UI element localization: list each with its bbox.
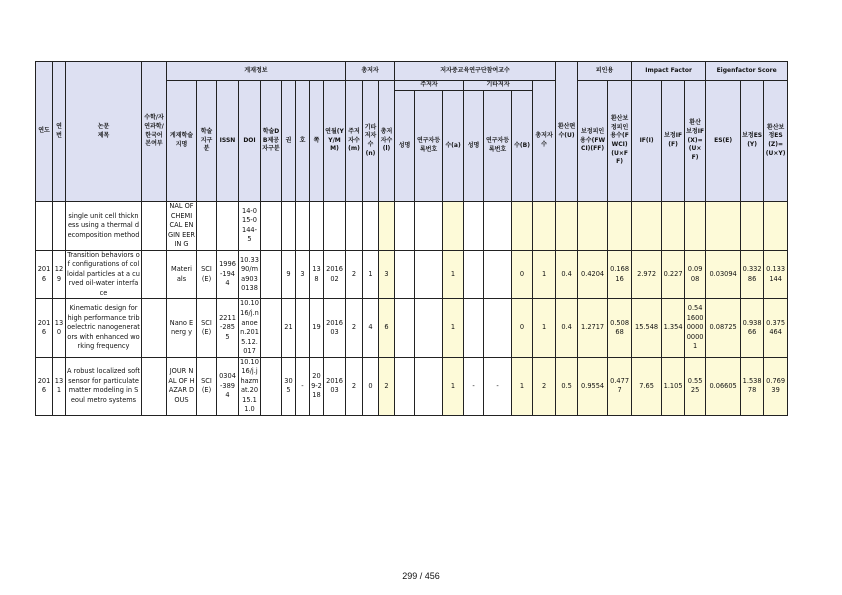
cell-es-conv bbox=[764, 202, 788, 251]
header-impact-factor: Impact Factor bbox=[632, 62, 706, 81]
cell-o-cnt: 0 bbox=[512, 250, 533, 299]
cell-other-n: 4 bbox=[363, 299, 379, 357]
cell-type bbox=[142, 250, 167, 299]
cell-db bbox=[261, 357, 282, 415]
cell-vol: 21 bbox=[282, 299, 296, 357]
cell-if-adj: 0.227 bbox=[662, 250, 685, 299]
cell-title: A robust localized soft sensor for particulate matter modeling in Seoul metro systems bbox=[66, 357, 142, 415]
cell-o-cnt: 0 bbox=[512, 299, 533, 357]
cell-m-reg bbox=[415, 202, 443, 251]
cell-o-name: - bbox=[464, 357, 484, 415]
cell-no: 3 bbox=[296, 250, 310, 299]
header-es: ES(E) bbox=[706, 81, 741, 202]
cell-es-conv: 0.133144 bbox=[764, 250, 788, 299]
cell-es: 0.08725 bbox=[706, 299, 741, 357]
cell-o-name bbox=[464, 250, 484, 299]
cell-issn: 2211-2855 bbox=[217, 299, 239, 357]
header-main-n: 주저자수(m) bbox=[346, 81, 363, 202]
table-row bbox=[36, 250, 824, 299]
cell-page: 19 bbox=[310, 299, 324, 357]
cell-if-adj: 1.354 bbox=[662, 299, 685, 357]
header-eigenfactor: Eigenfactor Score bbox=[706, 62, 788, 81]
cell-main-n bbox=[346, 202, 363, 251]
header-authors: 총저자 bbox=[346, 62, 395, 81]
header-doi: DOI bbox=[239, 81, 261, 202]
cell-cls bbox=[197, 202, 217, 251]
cell-es bbox=[706, 202, 741, 251]
cell-main-n: 2 bbox=[346, 299, 363, 357]
header-total-n: 총저자수(l) bbox=[379, 81, 395, 202]
cell-m-cnt: 1 bbox=[443, 299, 464, 357]
table-row bbox=[36, 357, 824, 415]
cell-fwc: 0.9554 bbox=[578, 357, 608, 415]
cell-db bbox=[261, 250, 282, 299]
cell-fwci: 0.50868 bbox=[608, 299, 632, 357]
header-vol: 권 bbox=[282, 81, 296, 202]
cell-page bbox=[310, 202, 324, 251]
cell-doi: 10.3390/ma9030138 bbox=[239, 250, 261, 299]
cell-doi: 10.1016/j.nanoen.2015.12.017 bbox=[239, 299, 261, 357]
header-date: 연월(YY/MM) bbox=[324, 81, 346, 202]
header-main-name: 성명 bbox=[395, 91, 415, 202]
header-type: 수학/자연과학/한국어본여부 bbox=[142, 62, 167, 202]
header-fwci: 환산보정피인용수(FWCI)(U×FF) bbox=[608, 81, 632, 202]
table-row bbox=[36, 299, 824, 357]
cell-main-n: 2 bbox=[346, 357, 363, 415]
cell-cls: SCI(E) bbox=[197, 250, 217, 299]
cell-m-name bbox=[395, 250, 415, 299]
cell-date: 2016 03 bbox=[324, 357, 346, 415]
header-conv: 환산편수(U) bbox=[556, 62, 578, 202]
cell-fac-total: 1 bbox=[533, 250, 556, 299]
cell-page: 138 bbox=[310, 250, 324, 299]
header-class: 학술지구분 bbox=[197, 81, 217, 202]
header-if-adj: 보정IF(F) bbox=[662, 81, 685, 202]
cell-no bbox=[296, 299, 310, 357]
cell-type bbox=[142, 202, 167, 251]
cell-m-name bbox=[395, 202, 415, 251]
cell-if: 7.65 bbox=[632, 357, 662, 415]
cell-fwc: 1.2717 bbox=[578, 299, 608, 357]
cell-date: 2016 02 bbox=[324, 250, 346, 299]
cell-title: Transition behaviors of configurations of colloidal particles at a curved oil-water interface bbox=[66, 250, 142, 299]
cell-type bbox=[142, 357, 167, 415]
cell-type bbox=[142, 299, 167, 357]
research-output-table bbox=[35, 61, 824, 416]
cell-no bbox=[296, 202, 310, 251]
cell-issn: 1996-1944 bbox=[217, 250, 239, 299]
cell-journal: Materi als bbox=[167, 250, 197, 299]
cell-cls: SCI(E) bbox=[197, 299, 217, 357]
cell-o-cnt bbox=[512, 202, 533, 251]
cell-m-reg bbox=[415, 250, 443, 299]
cell-es-adj bbox=[741, 202, 764, 251]
cell-journal: Nano Energ y bbox=[167, 299, 197, 357]
page-number: 299 / 456 bbox=[402, 571, 440, 581]
cell-fac-total: 1 bbox=[533, 299, 556, 357]
cell-other-n bbox=[363, 202, 379, 251]
header-main-author: 주저자 bbox=[395, 81, 464, 91]
cell-other-n: 1 bbox=[363, 250, 379, 299]
cell-o-name bbox=[464, 202, 484, 251]
cell-if: 2.972 bbox=[632, 250, 662, 299]
cell-issn bbox=[217, 202, 239, 251]
cell-date bbox=[324, 202, 346, 251]
cell-year bbox=[36, 202, 53, 251]
cell-other-n: 0 bbox=[363, 357, 379, 415]
cell-o-reg: - bbox=[484, 357, 512, 415]
header-main-cnt: 수(a) bbox=[443, 91, 464, 202]
cell-year: 2016 bbox=[36, 357, 53, 415]
header-es-adj: 보정ES(Y) bbox=[741, 81, 764, 202]
header-title: 논문 제목 bbox=[66, 62, 142, 202]
cell-if-conv: 0.541600000000001 bbox=[685, 299, 706, 357]
cell-m-name bbox=[395, 357, 415, 415]
cell-es: 0.06605 bbox=[706, 357, 741, 415]
cell-m-reg bbox=[415, 357, 443, 415]
cell-if-conv bbox=[685, 202, 706, 251]
cell-if: 15.548 bbox=[632, 299, 662, 357]
cell-es-adj: 0.93866 bbox=[741, 299, 764, 357]
cell-main-n: 2 bbox=[346, 250, 363, 299]
cell-no: - bbox=[296, 357, 310, 415]
cell-conv: 0.4 bbox=[556, 299, 578, 357]
cell-journal: JOUR NAL OF HAZAR DOUS bbox=[167, 357, 197, 415]
header-db: 학술DB제공자구분 bbox=[261, 81, 282, 202]
cell-o-reg bbox=[484, 299, 512, 357]
cell-seq: 131 bbox=[53, 357, 66, 415]
cell-es: 0.03094 bbox=[706, 250, 741, 299]
cell-vol: 9 bbox=[282, 250, 296, 299]
cell-page: 209-218 bbox=[310, 357, 324, 415]
cell-journal: NAL OF CHEMI CAL ENGIN EERIN G bbox=[167, 202, 197, 251]
header-other-name: 성명 bbox=[464, 91, 484, 202]
cell-m-reg bbox=[415, 299, 443, 357]
header-page: 쪽 bbox=[310, 81, 324, 202]
cell-seq bbox=[53, 202, 66, 251]
header-citation: 피인용 bbox=[578, 62, 632, 81]
cell-db bbox=[261, 202, 282, 251]
cell-title: Kinematic design for high performance triboelectric nanogenerators with enhanced working frequency bbox=[66, 299, 142, 357]
header-issn: ISSN bbox=[217, 81, 239, 202]
cell-seq: 130 bbox=[53, 299, 66, 357]
cell-if-conv: 0.5525 bbox=[685, 357, 706, 415]
cell-if bbox=[632, 202, 662, 251]
cell-title: single unit cell thickness using a thermal decomposition method bbox=[66, 202, 142, 251]
cell-total-n: 2 bbox=[379, 357, 395, 415]
header-year: 연도 bbox=[36, 62, 53, 202]
cell-fac-total: 2 bbox=[533, 357, 556, 415]
cell-db bbox=[261, 299, 282, 357]
cell-es-adj: 1.53878 bbox=[741, 357, 764, 415]
cell-year: 2016 bbox=[36, 250, 53, 299]
cell-if-adj bbox=[662, 202, 685, 251]
cell-m-cnt bbox=[443, 202, 464, 251]
header-other-n: 기타저자수(n) bbox=[363, 81, 379, 202]
cell-es-conv: 0.76939 bbox=[764, 357, 788, 415]
header-fwc: 보정피인용수(FWCI)(FF) bbox=[578, 81, 608, 202]
header-if-conv: 환산 보정IF(X)=(U×F) bbox=[685, 81, 706, 202]
header-fac-total: 총저자수 bbox=[533, 81, 556, 202]
header-pubinfo: 게재정보 bbox=[167, 62, 346, 81]
cell-fac-total bbox=[533, 202, 556, 251]
cell-o-name bbox=[464, 299, 484, 357]
cell-fwci bbox=[608, 202, 632, 251]
cell-total-n bbox=[379, 202, 395, 251]
cell-doi: 14-015-0144-5 bbox=[239, 202, 261, 251]
header-journal: 게재학술지명 bbox=[167, 81, 197, 202]
header-seq: 연번 bbox=[53, 62, 66, 202]
cell-fwci: 0.16816 bbox=[608, 250, 632, 299]
cell-doi: 10.1016/j.jhazmat.2015.11.0 bbox=[239, 357, 261, 415]
cell-seq: 129 bbox=[53, 250, 66, 299]
cell-year: 2016 bbox=[36, 299, 53, 357]
table-row bbox=[36, 202, 824, 251]
cell-o-cnt: 1 bbox=[512, 357, 533, 415]
cell-o-reg bbox=[484, 250, 512, 299]
cell-conv: 0.5 bbox=[556, 357, 578, 415]
cell-es-conv: 0.375464 bbox=[764, 299, 788, 357]
header-es-conv: 환산보정ES(Z)=(U×Y) bbox=[764, 81, 788, 202]
cell-o-reg bbox=[484, 202, 512, 251]
cell-fwci: 0.4777 bbox=[608, 357, 632, 415]
cell-if-conv: 0.0908 bbox=[685, 250, 706, 299]
cell-m-cnt: 1 bbox=[443, 250, 464, 299]
cell-m-name bbox=[395, 299, 415, 357]
header-main-reg: 연구자등록번호 bbox=[415, 91, 443, 202]
cell-conv: 0.4 bbox=[556, 250, 578, 299]
cell-issn: 0304-3894 bbox=[217, 357, 239, 415]
cell-total-n: 3 bbox=[379, 250, 395, 299]
cell-total-n: 6 bbox=[379, 299, 395, 357]
cell-conv bbox=[556, 202, 578, 251]
cell-date: 2016 03 bbox=[324, 299, 346, 357]
header-if: IF(I) bbox=[632, 81, 662, 202]
cell-fwc bbox=[578, 202, 608, 251]
header-other-author: 기타저자 bbox=[464, 81, 533, 91]
cell-if-adj: 1.105 bbox=[662, 357, 685, 415]
cell-m-cnt: 1 bbox=[443, 357, 464, 415]
header-other-cnt: 수(B) bbox=[512, 91, 533, 202]
header-no: 호 bbox=[296, 81, 310, 202]
header-faculty: 저자중교육연구단참여교수 bbox=[395, 62, 556, 81]
header-other-reg: 연구자등록번호 bbox=[484, 91, 512, 202]
cell-es-adj: 0.33286 bbox=[741, 250, 764, 299]
cell-vol: 305 bbox=[282, 357, 296, 415]
cell-fwc: 0.4204 bbox=[578, 250, 608, 299]
cell-vol bbox=[282, 202, 296, 251]
cell-cls: SCI(E) bbox=[197, 357, 217, 415]
